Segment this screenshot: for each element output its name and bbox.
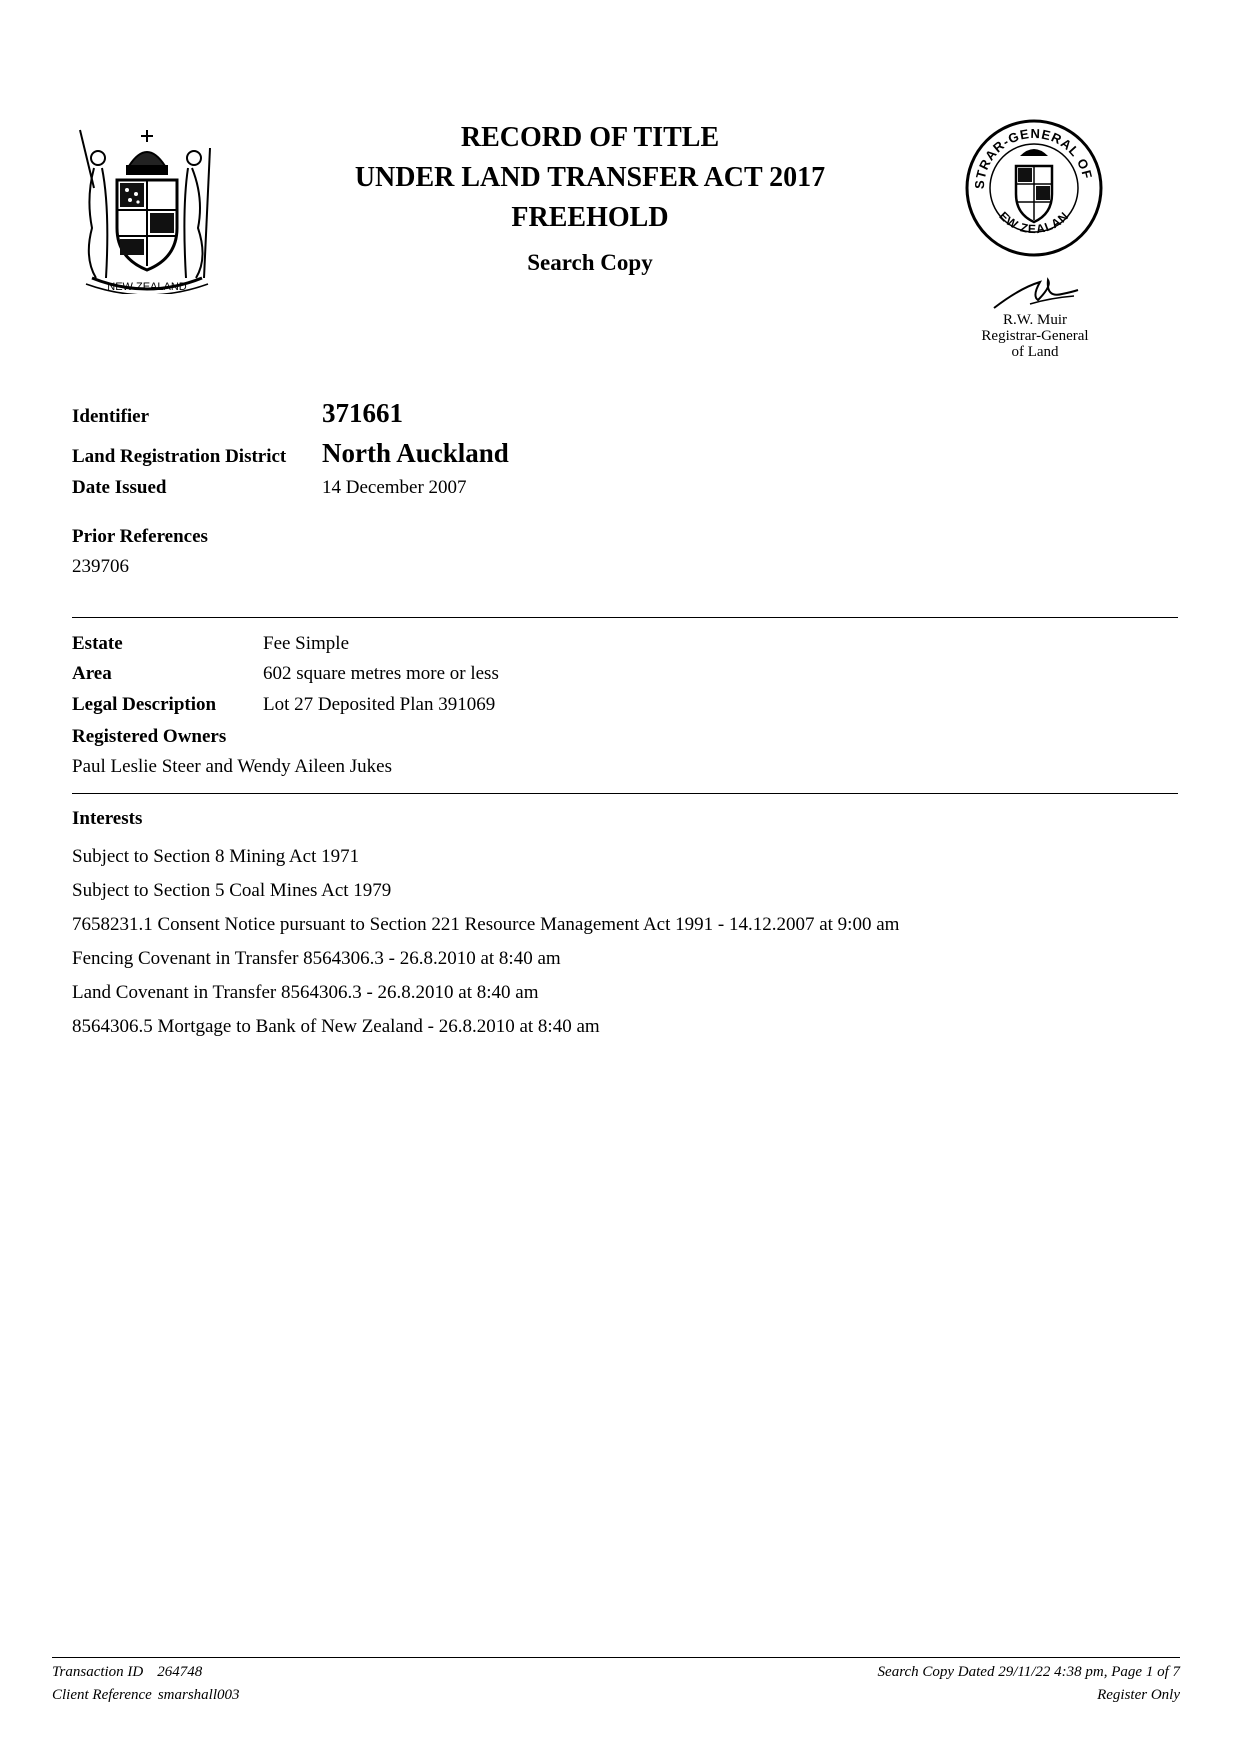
estate-label: Estate bbox=[72, 633, 123, 654]
footer-left bbox=[52, 1661, 240, 1707]
estate-value: Fee Simple bbox=[263, 633, 350, 654]
title-line-3: FREEHOLD bbox=[511, 202, 669, 233]
registered-owners-label: Registered Owners bbox=[72, 726, 227, 747]
subtitle: Search Copy bbox=[527, 250, 653, 275]
registrar-name: R.W. Muir bbox=[1002, 312, 1068, 328]
interest-item: 8564306.5 Mortgage to Bank of New Zealand - 26.8.2010 at 8:40 am bbox=[72, 1016, 600, 1037]
registrar-general-seal-icon bbox=[964, 118, 1104, 258]
registrar-title-2: of Land bbox=[1011, 344, 1059, 360]
svg-text:NEW ZEALAND: NEW ZEALAND bbox=[107, 281, 187, 293]
interests-label: Interests bbox=[72, 808, 143, 829]
date-issued-value: 14 December 2007 bbox=[322, 477, 467, 498]
area-label: Area bbox=[72, 663, 112, 684]
interest-item: 7658231.1 Consent Notice pursuant to Section 221 Resource Management Act 1991 - 14.12.2007 at 9:00 am bbox=[72, 914, 900, 935]
search-copy-dated: Search Copy Dated 29/11/22 4:38 pm, Page 1 of 7 bbox=[877, 1664, 1180, 1680]
interest-item: Fencing Covenant in Transfer 8564306.3 - 26.8.2010 at 8:40 am bbox=[72, 948, 561, 969]
divider bbox=[72, 617, 1178, 618]
interest-item: Subject to Section 5 Coal Mines Act 1979 bbox=[72, 880, 392, 901]
registrar-title-1: Registrar-General bbox=[981, 328, 1089, 344]
prior-references-value: 239706 bbox=[72, 556, 129, 577]
district-label: Land Registration District bbox=[72, 446, 287, 467]
footer-right bbox=[878, 1661, 1180, 1707]
district-value: North Auckland bbox=[322, 438, 509, 468]
area-value: 602 square metres more or less bbox=[263, 663, 499, 684]
identifier-value: 371661 bbox=[322, 398, 403, 428]
title-line-2: UNDER LAND TRANSFER ACT 2017 bbox=[354, 162, 826, 193]
interests-section bbox=[72, 808, 899, 1044]
transaction-id-label: Transaction ID bbox=[52, 1664, 144, 1680]
title-line-1: RECORD OF TITLE bbox=[460, 122, 720, 153]
svg-text:REGISTRAR-GENERAL OF LAND: STRAR-GENERAL OF bbox=[971, 125, 1096, 190]
transaction-id-value: 264748 bbox=[157, 1664, 203, 1680]
legal-description-value: Lot 27 Deposited Plan 391069 bbox=[263, 694, 496, 715]
identifier-label: Identifier bbox=[72, 406, 150, 427]
prior-references-label: Prior References bbox=[72, 526, 208, 547]
signature-icon bbox=[990, 276, 1082, 312]
legal-description-label: Legal Description bbox=[72, 694, 217, 715]
divider bbox=[72, 793, 1178, 794]
client-reference-label: Client Reference bbox=[52, 1687, 152, 1703]
registrar-block bbox=[950, 312, 1120, 360]
nz-coat-of-arms-icon bbox=[72, 128, 222, 294]
interest-item: Land Covenant in Transfer 8564306.3 - 26.8.2010 at 8:40 am bbox=[72, 982, 539, 1003]
register-only: Register Only bbox=[1097, 1687, 1180, 1703]
date-issued-label: Date Issued bbox=[72, 477, 167, 498]
svg-text:NEW ZEALAND: EW ZEALAN bbox=[996, 208, 1072, 237]
registered-owners-value: Paul Leslie Steer and Wendy Aileen Jukes bbox=[72, 756, 392, 777]
interest-item: Subject to Section 8 Mining Act 1971 bbox=[72, 846, 360, 867]
client-reference-value: smarshall003 bbox=[157, 1687, 240, 1703]
title-block bbox=[290, 118, 890, 276]
footer-divider bbox=[52, 1657, 1180, 1658]
